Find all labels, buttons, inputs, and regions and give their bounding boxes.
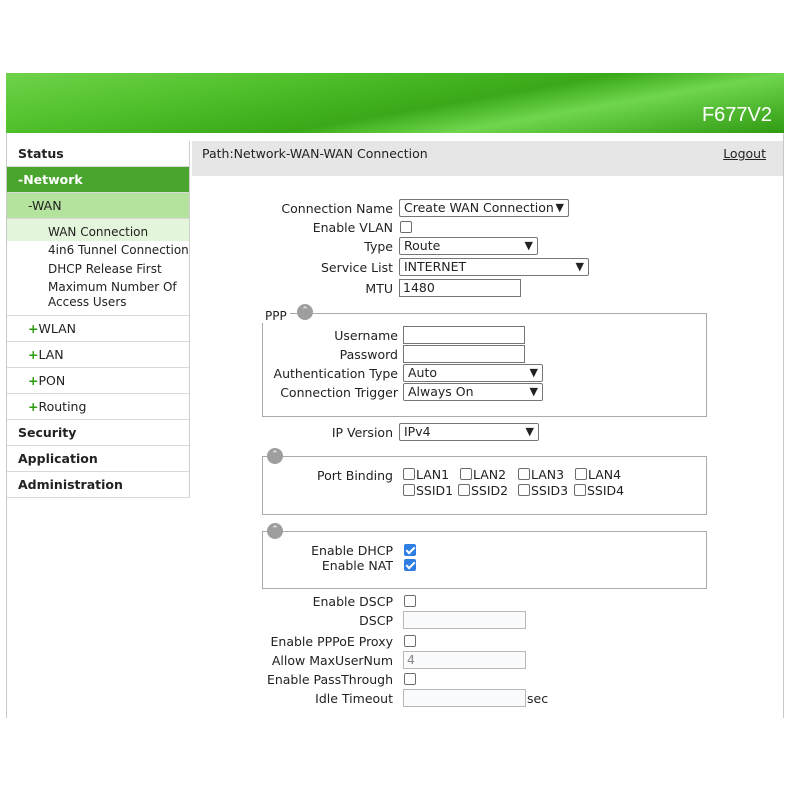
- password-input[interactable]: [403, 345, 525, 363]
- allow-maxusernum-input[interactable]: 4: [403, 651, 526, 669]
- sidebar: [6, 141, 190, 498]
- port-checkbox-lan1[interactable]: [403, 468, 415, 480]
- enable-dhcp-label: Enable DHCP: [311, 543, 393, 558]
- port-checkbox-lan4[interactable]: [575, 468, 587, 480]
- enable-dscp-checkbox[interactable]: [404, 595, 416, 607]
- enable-pppoe-proxy-checkbox[interactable]: [404, 635, 416, 647]
- collapse-icon[interactable]: ⌃: [267, 448, 283, 464]
- conn-trigger-label: Connection Trigger: [280, 385, 398, 400]
- chevron-down-icon: ▼: [529, 366, 538, 379]
- sidebar-item-dhcp-release[interactable]: DHCP Release First: [48, 262, 162, 276]
- dscp-input[interactable]: [403, 611, 526, 629]
- expand-plus-icon: +: [28, 399, 39, 414]
- port-label-lan4: LAN4: [588, 467, 622, 482]
- port-checkbox-ssid2[interactable]: [458, 484, 470, 496]
- sidebar-item-routing[interactable]: [6, 394, 189, 420]
- logout-link[interactable]: Logout: [723, 146, 766, 161]
- select-value: INTERNET: [404, 259, 467, 274]
- sidebar-item-application[interactable]: Application: [6, 446, 189, 472]
- chevron-down-icon: ▼: [529, 385, 538, 398]
- type-select[interactable]: [399, 237, 538, 255]
- sidebar-item-administration[interactable]: Administration: [6, 472, 189, 498]
- username-input[interactable]: [403, 326, 525, 344]
- type-label: Type: [364, 239, 393, 254]
- ppp-legend: PPP: [262, 309, 290, 323]
- collapse-icon[interactable]: ⌃: [297, 304, 313, 320]
- select-value: Create WAN Connection: [404, 200, 554, 215]
- expand-plus-icon: +: [28, 347, 39, 362]
- enable-nat-checkbox[interactable]: [404, 559, 416, 571]
- dscp-label: DSCP: [359, 613, 393, 628]
- path-bar: [192, 141, 784, 176]
- chevron-down-icon: ▼: [525, 425, 534, 438]
- sidebar-item-label: Routing: [38, 399, 87, 414]
- chevron-down-icon: ▼: [575, 260, 584, 273]
- enable-passthrough-checkbox[interactable]: [404, 673, 416, 685]
- enable-pppoe-proxy-label: Enable PPPoE Proxy: [270, 634, 393, 649]
- enable-dhcp-checkbox[interactable]: [404, 544, 416, 556]
- service-list-label: Service List: [320, 260, 393, 275]
- mtu-input[interactable]: 1480: [399, 279, 521, 297]
- sidebar-item-wan[interactable]: -WAN: [6, 193, 189, 219]
- sidebar-item-network[interactable]: -Network: [6, 167, 189, 193]
- select-value: IPv4: [404, 424, 431, 439]
- auth-type-label: Authentication Type: [273, 366, 398, 381]
- chevron-down-icon: ▼: [555, 201, 564, 214]
- port-checkbox-ssid3[interactable]: [518, 484, 530, 496]
- port-checkbox-ssid4[interactable]: [574, 484, 586, 496]
- enable-passthrough-label: Enable PassThrough: [266, 672, 393, 687]
- sidebar-item-label: LAN: [38, 347, 64, 362]
- sidebar-item-pon[interactable]: [6, 368, 189, 394]
- enable-vlan-checkbox[interactable]: [400, 221, 412, 233]
- sidebar-item-security[interactable]: Security: [6, 420, 189, 446]
- sidebar-item-lan[interactable]: [6, 342, 189, 368]
- auth-type-select[interactable]: [403, 364, 543, 382]
- select-value: Auto: [408, 365, 438, 380]
- expand-plus-icon: +: [28, 373, 39, 388]
- allow-maxusernum-label: Allow MaxUserNum: [271, 653, 393, 668]
- port-label-ssid3: SSID3: [531, 483, 569, 498]
- port-checkbox-lan3[interactable]: [518, 468, 530, 480]
- select-value: Route: [404, 238, 441, 253]
- header-banner: [6, 73, 784, 133]
- select-value: Always On: [408, 384, 474, 399]
- username-label: Username: [334, 328, 398, 343]
- enable-dscp-label: Enable DSCP: [312, 594, 393, 609]
- sidebar-item-4in6-tunnel[interactable]: 4in6 Tunnel Connection: [48, 243, 189, 257]
- enable-nat-label: Enable NAT: [321, 558, 393, 573]
- sidebar-item-status[interactable]: Status: [6, 141, 189, 167]
- port-binding-label: Port Binding: [317, 468, 393, 483]
- frame-left-border: [6, 133, 7, 718]
- port-checkbox-lan2[interactable]: [460, 468, 472, 480]
- idle-timeout-unit: sec: [527, 691, 549, 706]
- port-label-lan1: LAN1: [416, 467, 450, 482]
- mtu-label: MTU: [365, 281, 393, 296]
- idle-timeout-input[interactable]: [403, 689, 526, 707]
- device-model: F677V2: [701, 104, 772, 126]
- password-label: Password: [339, 347, 398, 362]
- port-label-lan2: LAN2: [473, 467, 507, 482]
- expand-plus-icon: +: [28, 321, 39, 336]
- frame-right-border: [783, 133, 784, 718]
- ip-version-label: IP Version: [331, 425, 393, 440]
- ip-version-select[interactable]: [399, 423, 539, 441]
- port-checkbox-ssid1[interactable]: [403, 484, 415, 496]
- sidebar-item-wlan[interactable]: [6, 316, 189, 342]
- connection-name-label: Connection Name: [281, 201, 393, 216]
- port-label-ssid4: SSID4: [587, 483, 625, 498]
- sidebar-item-label: PON: [38, 373, 66, 388]
- idle-timeout-label: Idle Timeout: [315, 691, 393, 706]
- port-label-ssid2: SSID2: [471, 483, 509, 498]
- sidebar-item-wan-connection[interactable]: WAN Connection: [6, 219, 189, 241]
- enable-vlan-label: Enable VLAN: [312, 220, 393, 235]
- sidebar-item-max-access-users[interactable]: Maximum Number Of Access Users: [6, 277, 189, 316]
- port-label-lan3: LAN3: [531, 467, 565, 482]
- sidebar-item-label: WLAN: [38, 321, 76, 336]
- collapse-icon[interactable]: ⌃: [267, 523, 283, 539]
- connection-name-select[interactable]: [399, 199, 569, 217]
- chevron-down-icon: ▼: [524, 239, 533, 252]
- service-list-select[interactable]: [399, 258, 589, 276]
- breadcrumb: Path:Network-WAN-WAN Connection: [202, 146, 428, 161]
- port-label-ssid1: SSID1: [416, 483, 454, 498]
- conn-trigger-select[interactable]: [403, 383, 543, 401]
